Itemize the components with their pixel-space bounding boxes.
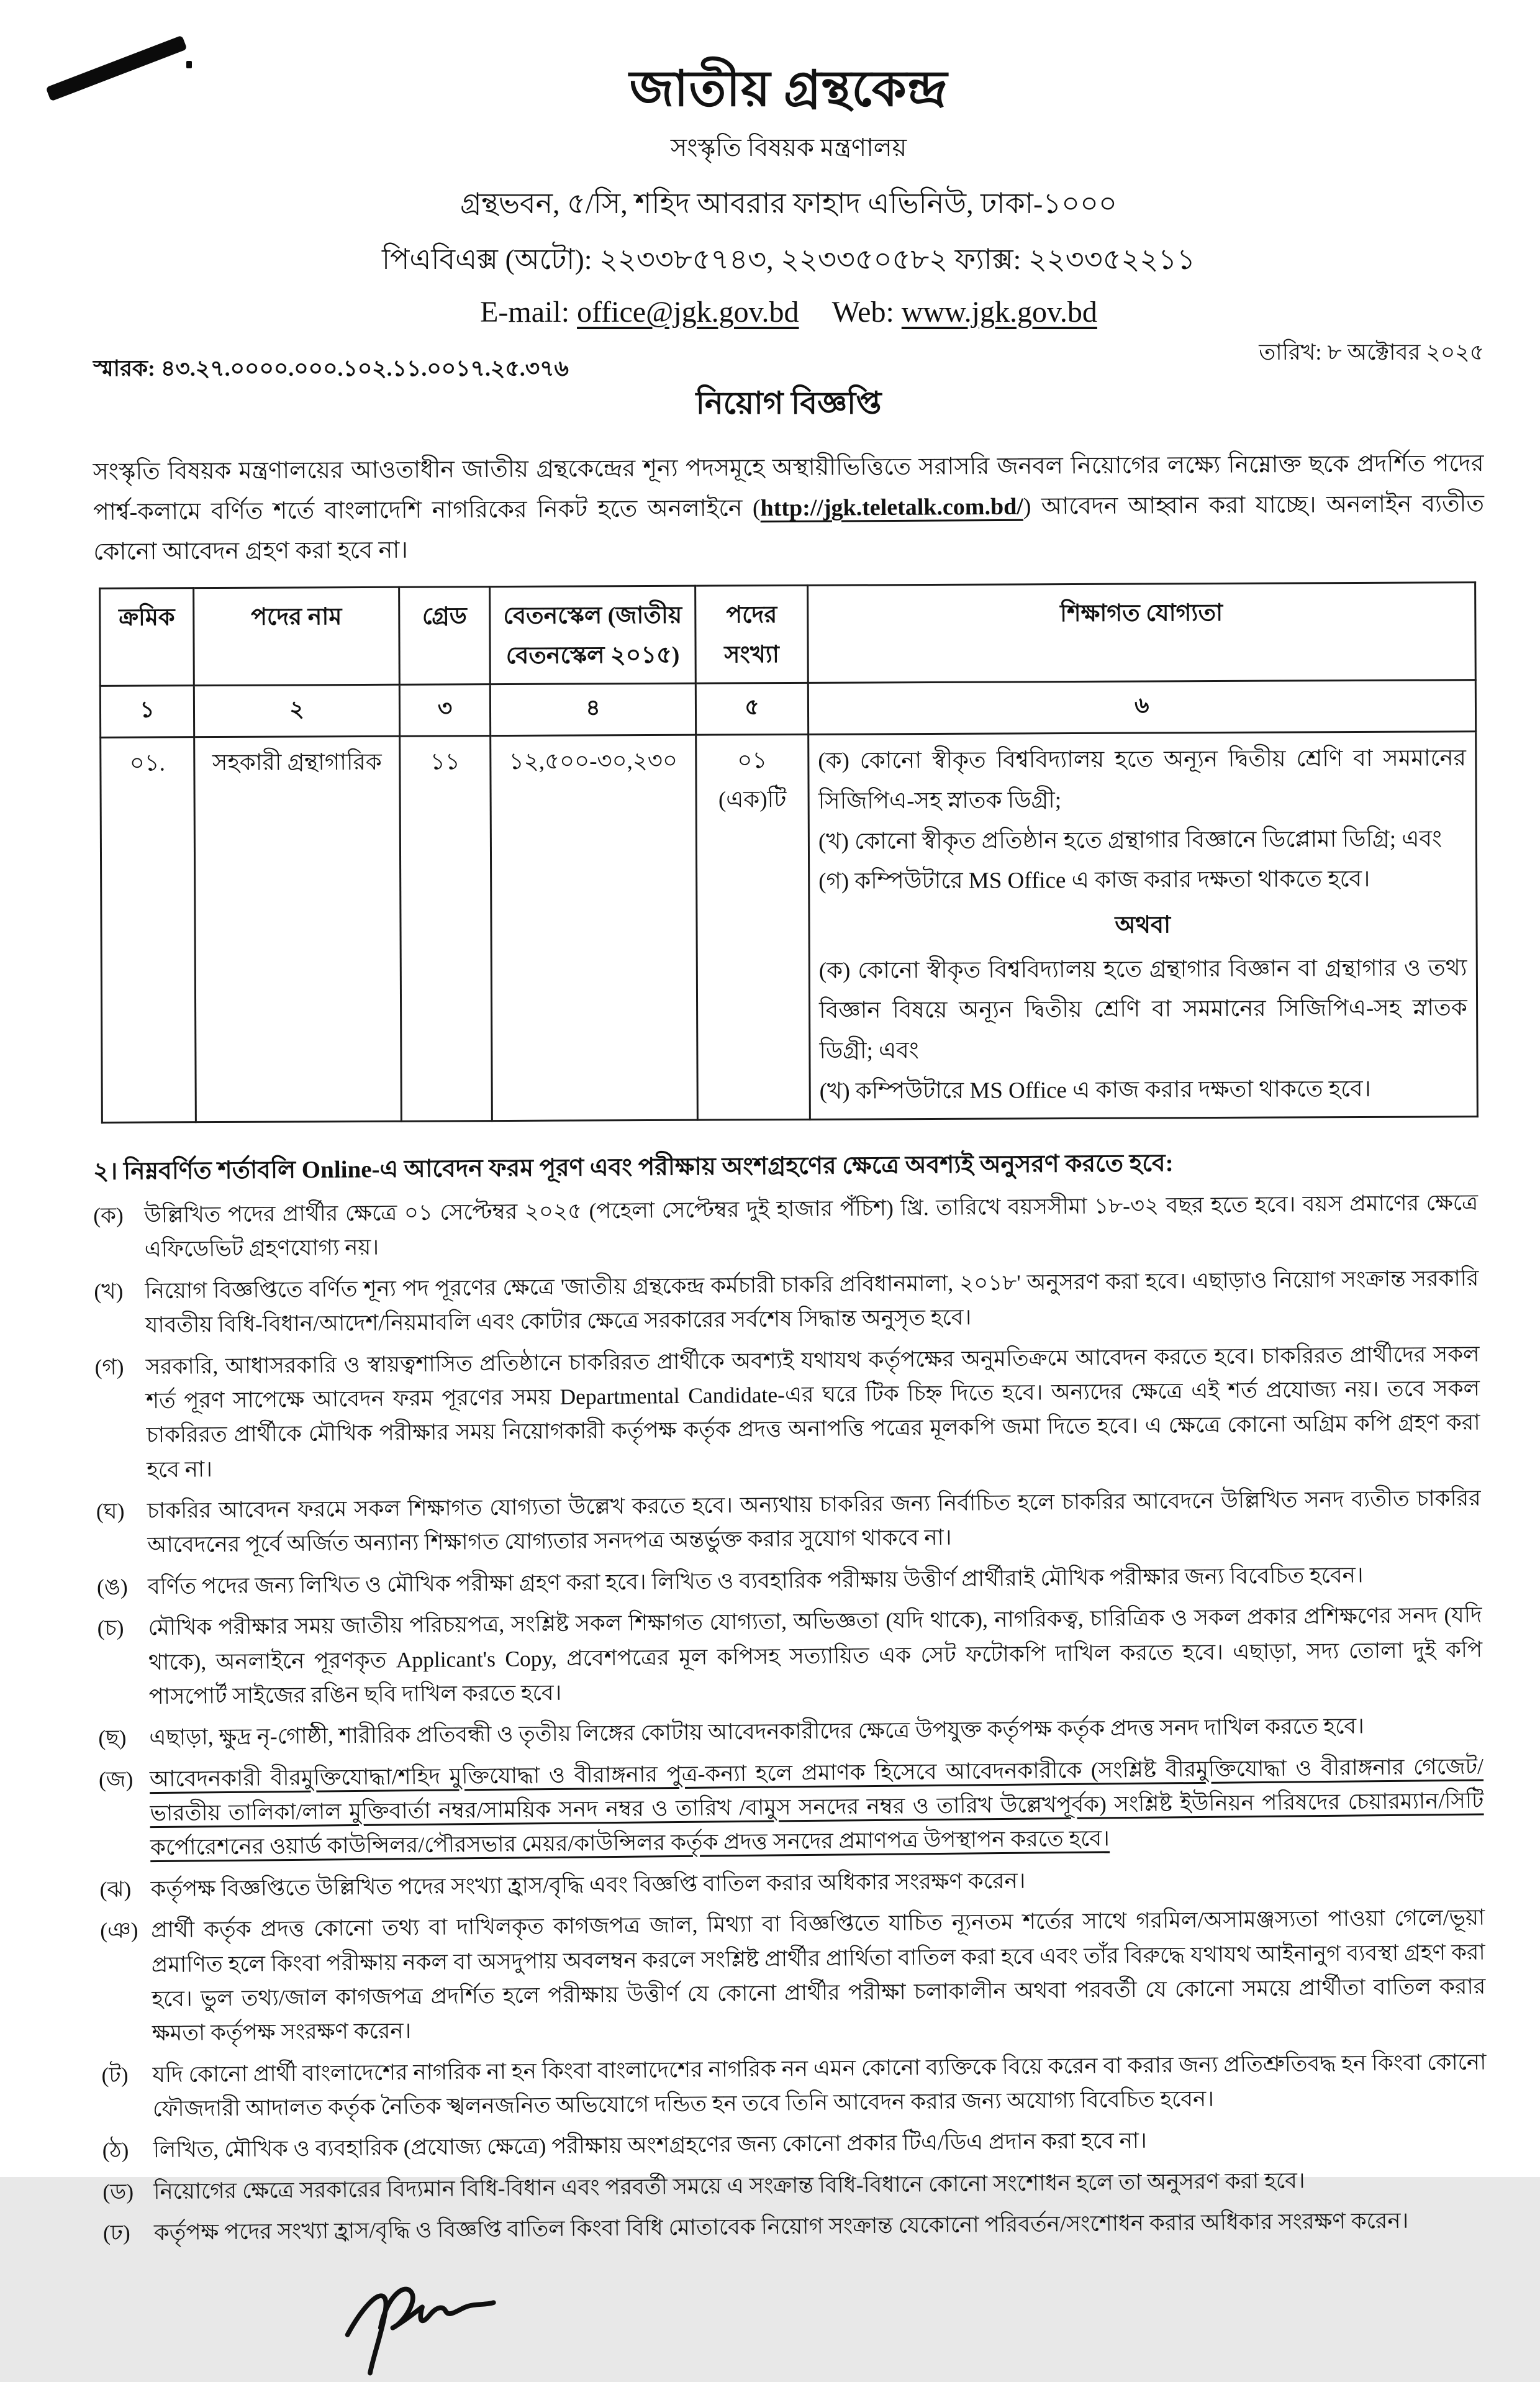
col-num-4: ৪ — [491, 683, 696, 735]
qualification-line: (গ) কম্পিউটারে MS Office এ কাজ করার দক্ষতা থাকতে হবে। — [818, 866, 1370, 894]
header-grade: গ্রেড — [399, 586, 491, 684]
address-line: গ্রন্থভবন, ৫/সি, শহিদ আবরার ফাহাদ এভিনিউ, ঢাকা-১০০০ — [460, 188, 1117, 219]
condition-text: বর্ণিত পদের জন্য লিখিত ও মৌখিক পরীক্ষা গ্রহণ করা হবে। লিখিত ও ব্যবহারিক পরীক্ষায় উত্তীর্ণ প্রার্থীরাই মৌখিক পরীক্ষার জন্য বিবেচিত হবেন। — [147, 1562, 1364, 1599]
condition-marker: (জ) — [98, 1766, 134, 1792]
condition-text: নিয়োগ বিজ্ঞপ্তিতে বর্ণিত শূন্য পদ পূরণের ক্ষেত্রে 'জাতীয় গ্রন্থকেন্দ্র কর্মচারী চাকরি প্রবিধানমালা, ২০১৮' অনুসরণ করা হবে। এছাড়াও নিয়োগ সংক্রান্ত সরকারি যাবতীয় বিধি-বিধান/আদেশ/নিয়মাবলি এবং কোটার ক্ষেত্রে সরকারের সর্বশেষ সিদ্ধান্ত অনুসৃত হবে। — [145, 1265, 1479, 1338]
header-post-name: পদের নাম — [194, 587, 400, 685]
cell-grade: ১১ — [400, 735, 492, 1121]
header-post-count: পদের সংখ্যা — [695, 585, 808, 683]
col-num-2: ২ — [194, 684, 400, 737]
conditions-list — [93, 1186, 1494, 2251]
header-pay-scale: বেতনস্কেল (জাতীয় বেতনস্কেল ২০১৫) — [490, 586, 696, 684]
intro-text-after: ) আবেদন আহ্বান করা যাচ্ছে। অনলাইন ব্যতীত কোনো আবেদন গ্রহণ করা হবে না। — [93, 490, 1485, 566]
web-link[interactable]: www.jgk.gov.bd — [901, 296, 1097, 329]
condition-text: কর্তৃপক্ষ পদের সংখ্যা হ্রাস/বৃদ্ধি ও বিজ্ঞপ্তি বাতিল কিংবা বিধি মোতাবেক নিয়োগ সংক্রান্ত যেকোনো পরিবর্তন/সংশোধন করার অধিকার সংরক্ষণ করেন। — [153, 2208, 1409, 2245]
col-num-5: ৫ — [696, 683, 808, 735]
email-link[interactable]: office@jgk.gov.bd — [577, 296, 799, 329]
letterhead — [93, 62, 1484, 329]
recruitment-table — [99, 581, 1478, 1123]
memo-date: তারিখ: ৮ অক্টোবর ২০২৫ — [1259, 340, 1484, 365]
qualification-or-divider: অথবা — [1115, 912, 1171, 939]
post-count-number: ০১ — [737, 747, 768, 774]
memo-number: স্মারক: ৪৩.২৭.০০০০.০০০.১০২.১১.০০১৭.২৫.৩৭৬ — [93, 356, 569, 381]
header-serial: ক্রমিক — [100, 588, 194, 686]
condition-item — [96, 1481, 1488, 1563]
contact-line — [93, 295, 1484, 329]
condition-text: প্রার্থী কর্তৃক প্রদত্ত কোনো তথ্য বা দাখিলকৃত কাগজপত্র জাল, মিথ্যা বা বিজ্ঞপ্তিতে যাচিত ন্যূনতম শর্তের সাথে গরমিল/অসামঞ্জস্যতা পাওয়া গেলে/ভূয়া প্রমাণিত হলে কিংবা পরীক্ষায় নকল বা অসদুপায় অবলম্বন করলে সংশ্লিষ্ট প্রার্থীর প্রার্থিতা বাতিল করা হবে এবং তাঁর বিরুদ্ধে যথাযথ আইনানুগ ব্যবস্থা গ্রহণ করা হবে। ভুল তথ্য/জাল কাগজপত্র প্রদর্শিত হলে পরীক্ষায় উত্তীর্ণ যে কোনো প্রার্থীর পরীক্ষা চলাকালীন অথবা পরবর্তী যে কোনো সময়ে প্রার্থীতা বাতিল করার ক্ষমতা কর্তৃপক্ষ সংরক্ষণ করেন। — [151, 1904, 1486, 2046]
condition-text: নিয়োগের ক্ষেত্রে সরকারের বিদ্যমান বিধি-বিধান এবং পরবর্তী সময়ে এ সংক্রান্ত বিধি-বিধানে কোনো সংশোধন হলে তা অনুসরণ করা হবে। — [153, 2168, 1305, 2204]
condition-text-underlined: আবেদনকারী বীরমুক্তিযোদ্ধা/শহিদ মুক্তিযোদ্ধা ও বীরাঙ্গনার পুত্র-কন্যা হলে প্রমাণক হিসেবে আবেদনকারীকে (সংশ্লিষ্ট বীরমুক্তিযোদ্ধা ও বীরাঙ্গনার গেজেট/ভারতীয় তালিকা/লাল মুক্তিবার্তা নম্বর/সাময়িক সনদ নম্বর ও তারিখ /বামুস সনদের নম্বর ও তারিখ উল্লেখপূর্বক) সংশ্লিষ্ট ইউনিয়ন পরিষদের চেয়ারম্যান/সিটি কর্পোরেশনের ওয়ার্ড কাউন্সিলর/পৌরসভার মেয়র/কাউন্সিলর কর্তৃক প্রদত্ত সনদের প্রমাণপত্র উপস্থাপন করতে হবে। — [149, 1753, 1484, 1860]
qualification-line: (খ) কোনো স্বীকৃত প্রতিষ্ঠান হতে গ্রন্থাগার বিজ্ঞানে ডিপ্লোমা ডিগ্রি; এবং — [818, 825, 1443, 855]
email-label: E-mail: — [480, 296, 570, 329]
condition-marker: (ঞ) — [100, 1917, 138, 1943]
post-row — [101, 731, 1477, 1122]
condition-marker: (খ) — [94, 1278, 124, 1304]
condition-text: চাকরির আবেদন ফরমে সকল শিক্ষাগত যোগ্যতা উল্লেখ করতে হবে। অন্যথায় চাকরির জন্য নির্বাচিত হলে চাকরির আবেদনে উল্লিখিত সনদ ব্যতীত চাকরির আবেদনের পূর্বে অর্জিত অন্যান্য শিক্ষাগত যোগ্যতার সনদপত্র অন্তর্ভুক্ত করার সুযোগ থাকবে না। — [147, 1485, 1481, 1558]
column-number-row — [101, 680, 1476, 737]
conditions-heading: ২। নিম্নবর্ণিত শর্তাবলি Online-এ আবেদন ফরম পূরণ এবং পরীক্ষায় অংশগ্রহণের ক্ষেত্রে অবশ্যই অনুসরণ করতে হবে: — [93, 1150, 1174, 1186]
condition-marker: (ট) — [101, 2062, 129, 2088]
col-num-3: ৩ — [400, 684, 491, 736]
condition-marker: (ঘ) — [96, 1498, 125, 1524]
condition-marker: (ঝ) — [99, 1876, 132, 1902]
post-count-words: (এক)টি — [718, 786, 787, 813]
condition-item — [101, 2045, 1493, 2127]
condition-marker: (গ) — [94, 1354, 124, 1380]
condition-marker: (ক) — [93, 1202, 124, 1229]
condition-item — [103, 2203, 1494, 2251]
web-label: Web: — [831, 296, 894, 329]
signature — [335, 2273, 1484, 2382]
organization-name: জাতীয় গ্রন্থকেন্দ্র — [629, 62, 948, 117]
cell-qualification — [808, 731, 1477, 1119]
condition-marker: (ঙ) — [96, 1574, 128, 1600]
qualification-line: (ক) কোনো স্বীকৃত বিশ্ববিদ্যালয় হতে অন্যূন দ্বিতীয় শ্রেণি বা সমমানের সিজিপিএ-সহ স্নাতক ডিগ্রী; — [818, 745, 1467, 814]
notice-title: নিয়োগ বিজ্ঞপ্তি — [695, 386, 882, 420]
intro-text-before: সংস্কৃতি বিষয়ক মন্ত্রণালয়ের আওতাধীন জাতীয় গ্রন্থকেন্দ্রের শূন্য পদসমূহে অস্থায়ীভিত্তিতে সরাসরি জনবল নিয়োগের লক্ষ্যে নিম্নোক্ত ছকে প্রদর্শিত পদের পার্শ্ব-কলামে বর্ণিত শর্তে বাংলাদেশি নাগরিকের নিকট হতে অনলাইনে ( — [93, 450, 1484, 525]
col-num-1: ১ — [101, 685, 194, 737]
condition-text: সরকারি, আধাসরকারি ও স্বায়ত্বশাসিত প্রতিষ্ঠানে চাকরিরত প্রার্থীকে অবশ্যই যথাযথ কর্তৃপক্ষের অনুমতিক্রমে আবেদন করতে হবে। চাকরিরত প্রার্থীদের সকল শর্ত পূরণ সাপেক্ষে আবেদন ফরম পূরণের সময় Departmental Candidate-এর ঘরে টিক চিহ্ন দিতে হবে। অন্যদের ক্ষেত্রে এই শর্ত প্রযোজ্য নয়। তবে সকল চাকরিরত প্রার্থীকে মৌখিক পরীক্ষার সময় নিয়োগকারী কর্তৃপক্ষ কর্তৃক প্রদত্ত অনাপত্তি পত্রের মূলকপি জমা দিতে হবে। এ ক্ষেত্রে কোনো অগ্রিম কপি গ্রহণ করা হবে না। — [145, 1341, 1480, 1483]
condition-text: এছাড়া, ক্ষুদ্র নৃ-গোষ্ঠী, শারীরিক প্রতিবন্ধী ও তৃতীয় লিঙ্গের কোটায় আবেদনকারীদের ক্ষেত্রে উপযুক্ত কর্তৃপক্ষ কর্তৃক প্রদত্ত সনদ দাখিল করতে হবে। — [149, 1713, 1365, 1750]
condition-marker: (ঠ) — [102, 2138, 129, 2163]
condition-item — [99, 1859, 1490, 1907]
col-num-6: ৬ — [808, 680, 1476, 734]
condition-text: লিখিত, মৌখিক ও ব্যবহারিক (প্রযোজ্য ক্ষেত্রে) পরীক্ষায় অংশগ্রহণের জন্য কোনো প্রকার টিএ/ডিএ প্রদান করা হবে না। — [153, 2128, 1147, 2163]
condition-item — [97, 1598, 1488, 1715]
table-header-row — [100, 582, 1475, 686]
signature-scribble — [335, 2273, 509, 2379]
intro-paragraph — [93, 443, 1484, 572]
condition-text: মৌখিক পরীক্ষার সময় জাতীয় পরিচয়পত্র, সংশ্লিষ্ট সকল শিক্ষাগত যোগ্যতা, অভিজ্ঞতা (যদি থাকে), নাগরিকত্ব, চারিত্রিক ও সকল প্রকার প্রশিক্ষণের সনদ (যদি থাকে), অনলাইনে পূরণকৃত Applicant's Copy, প্রবেশপত্রের মূল কপিসহ সত্যায়িত এক সেট ফটোকপি দাখিল করতে হবে। এছাড়া, সদ্য তোলা দুই কপি পাসপোর্ট সাইজের রঙিন ছবি দাখিল করতে হবে। — [148, 1602, 1483, 1709]
ministry-name: সংস্কৃতি বিষয়ক মন্ত্রণালয় — [670, 134, 907, 161]
condition-marker: (ছ) — [98, 1725, 127, 1751]
condition-item — [94, 1337, 1487, 1488]
phone-fax-line: পিএবিএক্স (অটো): ২২৩৩৮৫৭৪৩, ২২৩৩৫০৫৮২ ফ্যাক্স: ২২৩৩৫২২১১ — [382, 243, 1195, 275]
condition-item — [93, 1186, 1485, 1268]
condition-marker: (ড) — [102, 2179, 134, 2204]
cell-post-count — [696, 734, 810, 1119]
condition-item — [98, 1708, 1489, 1756]
qualification-line: (খ) কম্পিউটারে MS Office এ কাজ করার দক্ষতা থাকতে হবে। — [819, 1076, 1372, 1104]
application-url-link[interactable]: http://jgk.teletalk.com.bd/ — [760, 493, 1023, 521]
qualification-line: (ক) কোনো স্বীকৃত বিশ্ববিদ্যালয় হতে গ্রন্থাগার বিজ্ঞান বা গ্রন্থাগার ও তথ্য বিজ্ঞান বিষয়ে অন্যূন দ্বিতীয় শ্রেণি বা সমমানের সিজিপিএ-সহ স্নাতক ডিগ্রী; এবং — [818, 955, 1467, 1064]
condition-item — [99, 1749, 1490, 1866]
condition-text: কর্তৃপক্ষ বিজ্ঞপ্তিতে উল্লিখিত পদের সংখ্যা হ্রাস/বৃদ্ধি এবং বিজ্ঞপ্তি বাতিল করার অধিকার সংরক্ষণ করেন। — [150, 1868, 1026, 1902]
condition-text: যদি কোনো প্রার্থী বাংলাদেশের নাগরিক না হন কিংবা বাংলাদেশের নাগরিক নন এমন কোনো ব্যক্তিকে বিয়ে করেন বা করার জন্য প্রতিশ্রুতিবদ্ধ হন কিংবা কোনো ফৌজদারী আদালত কর্তৃক নৈতিক স্খলনজনিত অভিযোগে দন্ডিত হন তবে তিনি আবেদন করার জন্য অযোগ্য বিবেচিত হবেন। — [152, 2049, 1487, 2122]
condition-item — [102, 2162, 1493, 2209]
condition-item — [100, 1901, 1492, 2052]
condition-text: উল্লিখিত পদের প্রার্থীর ক্ষেত্রে ০১ সেপ্টেম্বর ২০২৫ (পহেলা সেপ্টেম্বর দুই হাজার পঁচিশ) খ্রি. তারিখে বয়সসীমা ১৮-৩২ বছর হতে হবে। বয়স প্রমাণের ক্ষেত্রে এফিডেভিট গ্রহণযোগ্য নয়। — [144, 1189, 1479, 1262]
condition-item — [94, 1261, 1485, 1343]
condition-item — [97, 1557, 1488, 1605]
condition-item — [102, 2121, 1493, 2168]
ink-dot — [186, 61, 192, 68]
cell-pay-scale: ১২,৫০০-৩০,২৩০ — [491, 735, 698, 1121]
condition-marker: (ঢ) — [102, 2220, 130, 2246]
header-qualification: শিক্ষাগত যোগ্যতা — [808, 582, 1475, 683]
cell-post-name: সহকারী গ্রন্থাগারিক — [194, 736, 402, 1122]
condition-marker: (চ) — [97, 1615, 124, 1641]
cell-serial: ০১. — [101, 737, 196, 1122]
